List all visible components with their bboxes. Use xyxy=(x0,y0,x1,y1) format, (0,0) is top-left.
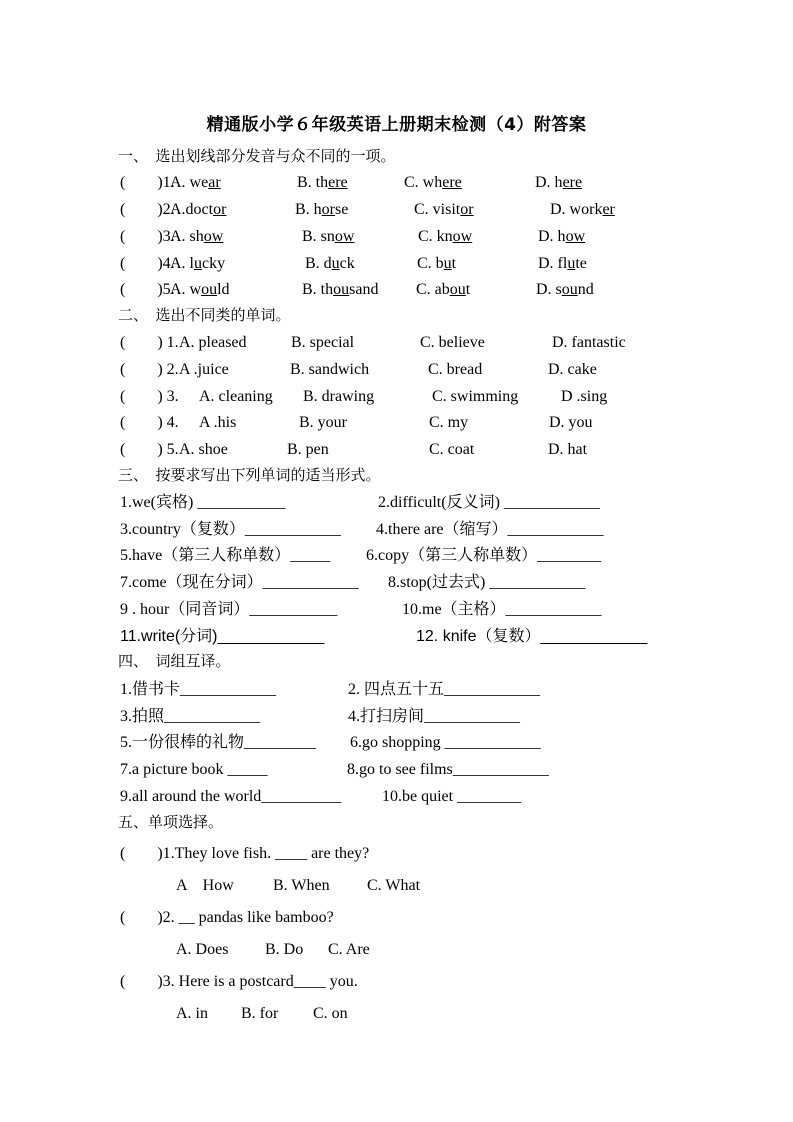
option-d xyxy=(538,227,585,247)
underlined-sound: u xyxy=(331,255,340,272)
option-b xyxy=(302,227,354,247)
fill-item[interactable]: 12. knife（复数）____________ xyxy=(416,628,648,645)
option-b: B. special xyxy=(291,334,355,351)
option-b: B. sandwich xyxy=(290,361,370,378)
option-c: C. believe xyxy=(420,334,485,351)
question[interactable]: ( )2. __ pandas like bamboo? xyxy=(120,909,334,926)
answer-blank[interactable]: ( )2. xyxy=(120,201,175,218)
option-a xyxy=(170,280,230,300)
choice-option[interactable]: B. for xyxy=(241,1005,279,1022)
translate-item[interactable]: 9.all around the world__________ xyxy=(120,788,342,805)
choice-option[interactable]: B. Do xyxy=(265,941,304,958)
choice-option[interactable]: A. in xyxy=(176,1005,208,1022)
underlined-sound: ou xyxy=(201,281,218,298)
word-part: A. sh xyxy=(170,228,204,245)
word-part: C. wh xyxy=(404,174,443,191)
underlined-sound: ow xyxy=(334,228,355,245)
word-part: B. th xyxy=(302,281,334,298)
section5-heading: 五、单项选择。 xyxy=(118,813,224,831)
fill-item[interactable]: 1.we(宾格) ___________ xyxy=(120,494,286,511)
option-a xyxy=(170,227,223,247)
word-part: A. we xyxy=(170,174,209,191)
answer-blank[interactable]: ( )5. xyxy=(120,281,175,298)
word-part: B. h xyxy=(295,201,322,218)
answer-blank[interactable]: ( )4. xyxy=(120,255,175,272)
word-part: D. work xyxy=(550,201,603,218)
word-part: C. ab xyxy=(416,281,450,298)
word-part: D. h xyxy=(538,228,566,245)
underlined-sound: u xyxy=(567,255,576,272)
option-b: B. drawing xyxy=(303,388,375,405)
translate-item[interactable]: 10.be quiet ________ xyxy=(382,788,522,805)
option-c xyxy=(404,173,462,193)
answer-blank[interactable]: ( )3. xyxy=(120,228,175,245)
underlined-sound: or xyxy=(321,201,335,218)
underlined-sound: ou xyxy=(449,281,466,298)
underlined-sound: ou xyxy=(333,281,350,298)
option-c xyxy=(416,280,470,300)
option-a: A. shoe xyxy=(179,441,228,458)
translate-item[interactable]: 8.go to see films____________ xyxy=(347,761,549,778)
fill-item[interactable]: 10.me（主格）____________ xyxy=(402,601,602,618)
word-part: A.doct xyxy=(170,201,214,218)
underlined-sound: u xyxy=(443,255,452,272)
option-b xyxy=(302,280,378,300)
word-part: ld xyxy=(217,281,230,298)
option-d: D. fantastic xyxy=(552,334,626,351)
answer-blank[interactable]: ( ) 3. xyxy=(120,388,179,405)
fill-item[interactable]: 3.country（复数）____________ xyxy=(120,521,341,538)
question[interactable]: ( )1.They love fish. ____ are they? xyxy=(120,845,370,862)
option-a: A .his xyxy=(199,414,237,431)
option-c xyxy=(418,227,472,247)
option-b xyxy=(305,254,355,274)
translate-item[interactable]: 4.打扫房间____________ xyxy=(348,708,521,725)
answer-blank[interactable]: ( ) 1. xyxy=(120,334,179,351)
option-c xyxy=(417,254,456,274)
fill-item[interactable]: 7.come（现在分词）____________ xyxy=(120,574,359,591)
option-c: C. swimming xyxy=(432,388,519,405)
section4-heading: 四、 词组互译。 xyxy=(118,652,231,670)
word-part: sand xyxy=(349,281,379,298)
option-d xyxy=(550,200,615,220)
word-part: t xyxy=(451,255,457,272)
choice-option[interactable]: A How xyxy=(176,877,234,894)
option-d: D. hat xyxy=(548,441,588,458)
underlined-sound: ere xyxy=(562,174,583,191)
word-part: C. b xyxy=(417,255,444,272)
translate-item[interactable]: 2. 四点五十五____________ xyxy=(348,681,541,698)
translate-item[interactable]: 5.一份很棒的礼物_________ xyxy=(120,734,317,751)
question[interactable]: ( )3. Here is a postcard____ you. xyxy=(120,973,358,990)
option-a xyxy=(170,200,226,220)
choice-option[interactable]: C. Are xyxy=(328,941,370,958)
underlined-sound: u xyxy=(194,255,202,272)
word-part: nd xyxy=(577,281,594,298)
option-b xyxy=(295,200,348,220)
underlined-sound: ere xyxy=(328,174,348,191)
page-title: 精通版小学６年级英语上册期末检测（4）附答案 xyxy=(206,115,587,135)
word-part: C. kn xyxy=(418,228,453,245)
word-part: D. h xyxy=(535,174,563,191)
underlined-sound: or xyxy=(460,201,474,218)
section1-heading: 一、 选出划线部分发音与众不同的一项。 xyxy=(118,147,396,165)
option-a xyxy=(170,254,225,274)
option-b: B. your xyxy=(299,414,347,431)
fill-item[interactable]: 8.stop(过去式) ____________ xyxy=(388,574,586,591)
underlined-sound: ou xyxy=(561,281,578,298)
choice-option[interactable]: C. What xyxy=(367,877,421,894)
option-d xyxy=(536,280,594,300)
section3-heading: 三、 按要求写出下列单词的适当形式。 xyxy=(118,466,381,484)
choice-option[interactable]: C. on xyxy=(313,1005,348,1022)
underlined-sound: ere xyxy=(442,174,462,191)
answer-blank[interactable]: ( )1. xyxy=(120,174,175,191)
translate-item[interactable]: 1.借书卡____________ xyxy=(120,681,277,698)
answer-blank[interactable]: ( ) 4. xyxy=(120,414,179,431)
fill-item[interactable]: 6.copy（第三人称单数）________ xyxy=(366,547,602,564)
fill-item[interactable]: 2.difficult(反义词) ____________ xyxy=(378,494,600,511)
word-part: C. visit xyxy=(414,201,461,218)
option-a: A .juice xyxy=(179,361,229,378)
underlined-sound: or xyxy=(213,201,227,218)
translate-item[interactable]: 7.a picture book _____ xyxy=(120,761,268,778)
word-part: B. d xyxy=(305,255,332,272)
underlined-sound: er xyxy=(602,201,615,218)
option-c: C. coat xyxy=(429,441,475,458)
choice-option[interactable]: A. Does xyxy=(176,941,229,958)
fill-item[interactable]: 9 . hour（同音词）___________ xyxy=(120,601,338,618)
fill-item[interactable]: 4.there are（缩写）____________ xyxy=(376,521,604,538)
underlined-sound: ow xyxy=(452,228,473,245)
word-part: D. s xyxy=(536,281,562,298)
underlined-sound: ow xyxy=(203,228,224,245)
option-d: D. you xyxy=(549,414,593,431)
choice-option[interactable]: B. When xyxy=(273,877,330,894)
word-part: D. fl xyxy=(538,255,568,272)
answer-blank[interactable]: ( ) 2. xyxy=(120,361,179,378)
word-part: t xyxy=(465,281,471,298)
word-part: ck xyxy=(339,255,355,272)
word-part: B. sn xyxy=(302,228,335,245)
option-a xyxy=(170,173,221,193)
underlined-sound: ar xyxy=(208,174,221,191)
fill-item[interactable]: 5.have（第三人称单数）_____ xyxy=(120,547,331,564)
option-d xyxy=(538,254,587,274)
section2-heading: 二、 选出不同类的单词。 xyxy=(118,306,291,324)
option-a: A. cleaning xyxy=(199,388,273,405)
answer-blank[interactable]: ( ) 5. xyxy=(120,441,179,458)
translate-item[interactable]: 6.go shopping ____________ xyxy=(350,734,541,751)
option-b xyxy=(297,173,348,193)
word-part: A. w xyxy=(170,281,202,298)
word-part: te xyxy=(575,255,587,272)
option-c xyxy=(414,200,474,220)
option-c: C. my xyxy=(429,414,469,431)
word-part: cky xyxy=(202,255,226,272)
fill-item[interactable]: 11.write(分词)____________ xyxy=(120,628,325,645)
option-b: B. pen xyxy=(287,441,329,458)
word-part: A. l xyxy=(170,255,194,272)
option-d: D .sing xyxy=(561,388,608,405)
option-d: D. cake xyxy=(548,361,597,378)
option-a: A. pleased xyxy=(179,334,247,351)
underlined-sound: ow xyxy=(565,228,586,245)
option-c: C. bread xyxy=(428,361,483,378)
translate-item[interactable]: 3.拍照____________ xyxy=(120,708,261,725)
word-part: se xyxy=(335,201,349,218)
word-part: B. th xyxy=(297,174,329,191)
option-d xyxy=(535,173,582,193)
